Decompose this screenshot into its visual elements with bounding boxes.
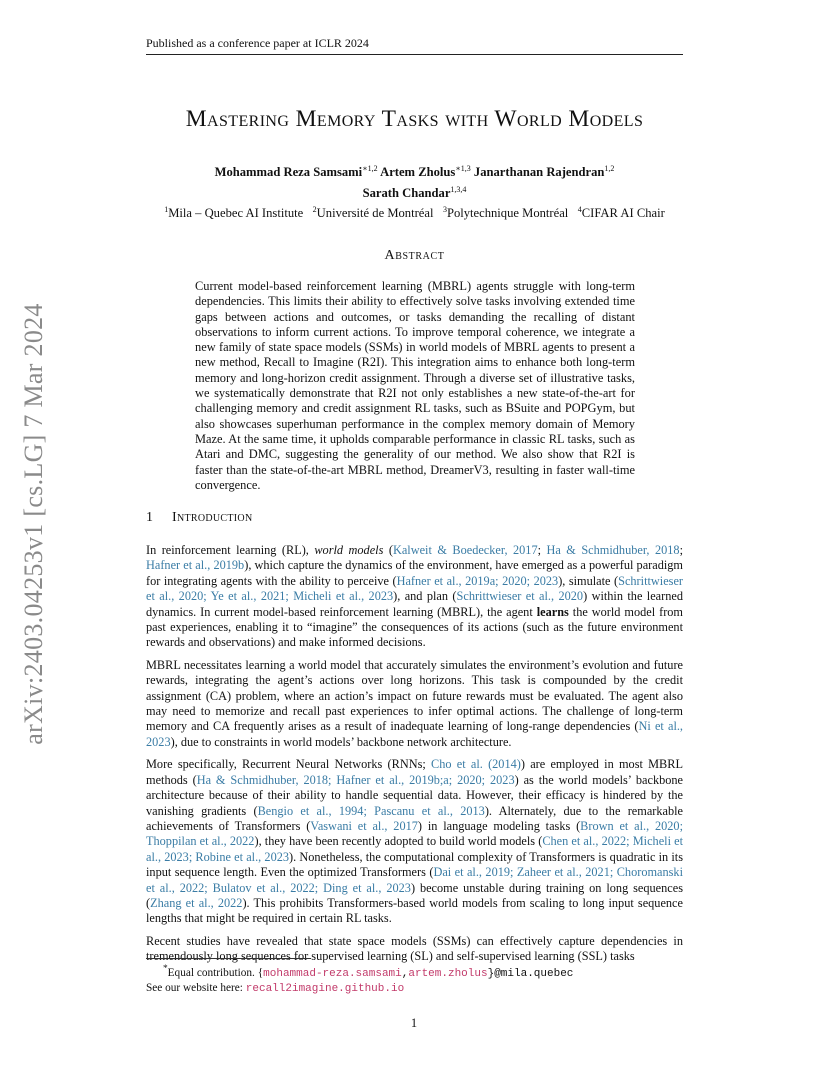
abstract-heading: Abstract (384, 248, 445, 263)
affil-sup: 3 (442, 205, 447, 214)
text-run: ). Nonetheless, the computational complexity of Transformers is quadratic in its input sequence length. Even the optimized Transformers ( (146, 849, 683, 880)
author-list (146, 160, 683, 202)
affil-sup: 1 (164, 205, 169, 214)
citation-link[interactable]: Chen et al., 2022; Micheli et al., 2023; Robine et al., 2023 (146, 834, 683, 864)
author-affil-sup: 1,2 (604, 164, 615, 173)
citation-link[interactable]: Schrittwieser et al., 2020 (456, 589, 584, 604)
text-run: ), they have been recently adopted to build world models ( (254, 834, 543, 849)
affiliation: Université de Montréal (316, 206, 434, 221)
citation-link[interactable]: Hafner et al., 2019a; 2020; 2023 (396, 573, 559, 588)
text-run: In reinforcement learning (RL), (146, 543, 315, 557)
citation-link[interactable]: Brown et al., 2020; Thoppilan et al., 2022 (146, 818, 683, 849)
author-affil-sup: ∗1,2 (362, 164, 378, 173)
paragraph (146, 757, 683, 926)
footnote-text: { (257, 966, 264, 979)
page-number: 1 (410, 1016, 418, 1030)
abstract-body: Current model-based reinforcement learning (MBRL) agents struggle with long-term dependencies. This limits their ability to effectively solve tasks involving extended time gaps between actions and outcomes, or tasks demanding the recalling of distant observations to inform current actions. To improve temporal coherence, we integrate a new family of state space models (SSMs) in world models of MBRL agents to present a new method, Recall to Imagine (R2I). This integration aims to enhance both long-term memory and long-horizon credit assignment. Through a diverse set of illustrative tasks, we systematically demonstrate that R2I not only establishes a new state-of-the-art for challenging memory and credit assignment RL tasks, such as BSuite and POPGym, but also showcases superhuman performance in the complex memory domain of Memory Maze. At the same time, it upholds comparable performance in classic RL tasks, such as Atari and DMC, suggesting the generality of our method. We also show that R2I is faster than the state-of-the-art MBRL method, DreamerV3, resulting in faster wall-time convergence. (195, 279, 635, 492)
affil-sup: 4 (577, 205, 582, 214)
author-name: Sarath Chandar (362, 186, 451, 201)
text-run: ), which capture the dynamics of the environment, have emerged as a powerful paradigm for integrating agents with the ability to perceive ( (146, 558, 683, 588)
text-run: ). Alternately, due to the remarkable achievements of Transformers ( (146, 803, 683, 833)
citation-link[interactable]: Hafner et al., 2019b (146, 558, 245, 573)
citation-link[interactable]: Cho et al. (2014) (431, 757, 521, 772)
section-title: Introduction (172, 510, 253, 525)
arxiv-sidebar (12, 284, 56, 764)
section-heading (146, 510, 252, 526)
citation-link[interactable]: Zhang et al., 2022 (150, 895, 243, 910)
text-run: More specifically, Recurrent Neural Networks (RNNs; (146, 757, 432, 772)
text-run: ) are employed in most MBRL methods ( (146, 757, 683, 787)
paper-title: Mastering Memory Tasks with World Models (185, 106, 644, 132)
author-name: Janarthanan Rajendran (473, 165, 605, 180)
text-run: ; (537, 543, 547, 557)
footnote-rule (146, 958, 311, 959)
text-run: ; (679, 543, 683, 557)
author-name: Artem Zholus (380, 165, 456, 180)
affiliation: CIFAR AI Chair (581, 206, 665, 221)
bold-text: learns (536, 604, 569, 619)
text-run: ), and plan ( (393, 589, 457, 604)
citation-link[interactable]: Dai et al., 2019; Zaheer et al., 2021; Choromanski et al., 2022; Bulatov et al., 2022; Ding et al., 2023 (146, 865, 683, 895)
text-run: ) in language modeling tasks ( (417, 818, 581, 833)
text-run: Recent studies have revealed that state space models (SSMs) can effectively capture dependencies in tremendously long sequences for supervised learning (SL) and self-supervised learning (SSL) tasks (146, 933, 683, 964)
text-run: ), due to constraints in world models’ backbone network architecture. (170, 734, 512, 749)
text-run: MBRL necessitates learning a world model that accurately simulates the environment’s evolution and future rewards, integrating the agent’s actions over long horizons. This task is compounded by the credit assignment (CA) problem, where an action’s impact on future rewards must be evaluated. The agent also may need to memorize and recall past experiences to infer optimal actions. The challenge of long-term memory and CA frequently arises as a result of inadequate learning of long-range dependencies ( (146, 657, 683, 734)
footnote-equal-contribution (146, 962, 683, 981)
text-run: the world model from past experiences, enabling it to “imagine” the consequences of its actions (such as the future environment rewards and observations) and make informed decisions. (146, 604, 684, 650)
footnotes (146, 962, 683, 997)
arxiv-identifier: arXiv:2403.04253v1 [cs.LG] 7 Mar 2024 (19, 303, 48, 745)
author-name: Mohammad Reza Samsami (214, 165, 363, 180)
paragraph (146, 658, 683, 750)
citation-link[interactable]: Bengio et al., 1994; Pascanu et al., 2013 (257, 803, 485, 818)
text-run: ) within the learned dynamics. In current model-based reinforcement learning (MBRL), the agent (146, 589, 683, 619)
text-run: ) become unstable during training on long sequences ( (146, 880, 683, 910)
author-affil-sup: ∗1,3 (455, 164, 471, 173)
paragraph (146, 934, 683, 965)
author-affil-sup: 1,3,4 (450, 185, 467, 195)
citation-link[interactable]: Ha & Schmidhuber, 2018 (546, 543, 680, 557)
email-link[interactable]: artem.zholus (408, 967, 488, 980)
text-run: ) as the world models’ backbone architecture because of their ability to handle sequential data. However, their efficacy is hindered by the vanishing gradients ( (146, 772, 684, 818)
citation-link[interactable]: Schrittwieser et al., 2020; Ye et al., 2021; Micheli et al., 2023 (146, 573, 683, 604)
footnote-text: See our website here: (146, 982, 246, 995)
email-domain: }@mila.quebec (487, 967, 574, 980)
text-run: ). This prohibits Transformers-based world models from scaling to long input sequence lengths that might be required in certain RL tasks. (146, 895, 683, 926)
footnote-mark: * (162, 964, 168, 974)
footnote-text: Equal contribution. (167, 966, 258, 979)
affiliations (146, 205, 683, 221)
citation-link[interactable]: Kalweit & Boedecker, 2017 (392, 543, 538, 557)
running-header: Published as a conference paper at ICLR 2024 (146, 36, 683, 55)
footnote-text: , (401, 967, 409, 980)
text-run: ), simulate ( (558, 573, 619, 588)
affiliation: Polytechnique Montréal (446, 206, 569, 221)
footnote-website (146, 981, 683, 997)
citation-link[interactable]: Ha & Schmidhuber, 2018; Hafner et al., 2019b;a; 2020; 2023 (196, 772, 515, 787)
citation-link[interactable]: Ni et al., 2023 (146, 719, 684, 749)
affiliation: Mila – Quebec AI Institute (168, 206, 304, 221)
affil-sup: 2 (312, 205, 317, 214)
text-run: ( (383, 543, 393, 557)
section-number: 1 (146, 510, 153, 525)
intro-body (146, 543, 683, 972)
citation-link[interactable]: Vaswani et al., 2017 (310, 818, 418, 833)
email-link[interactable]: mohammad-reza.samsami (263, 967, 402, 980)
emphasis-text: world models (314, 543, 384, 557)
website-link[interactable]: recall2imagine.github.io (245, 983, 405, 996)
paragraph (146, 543, 683, 651)
